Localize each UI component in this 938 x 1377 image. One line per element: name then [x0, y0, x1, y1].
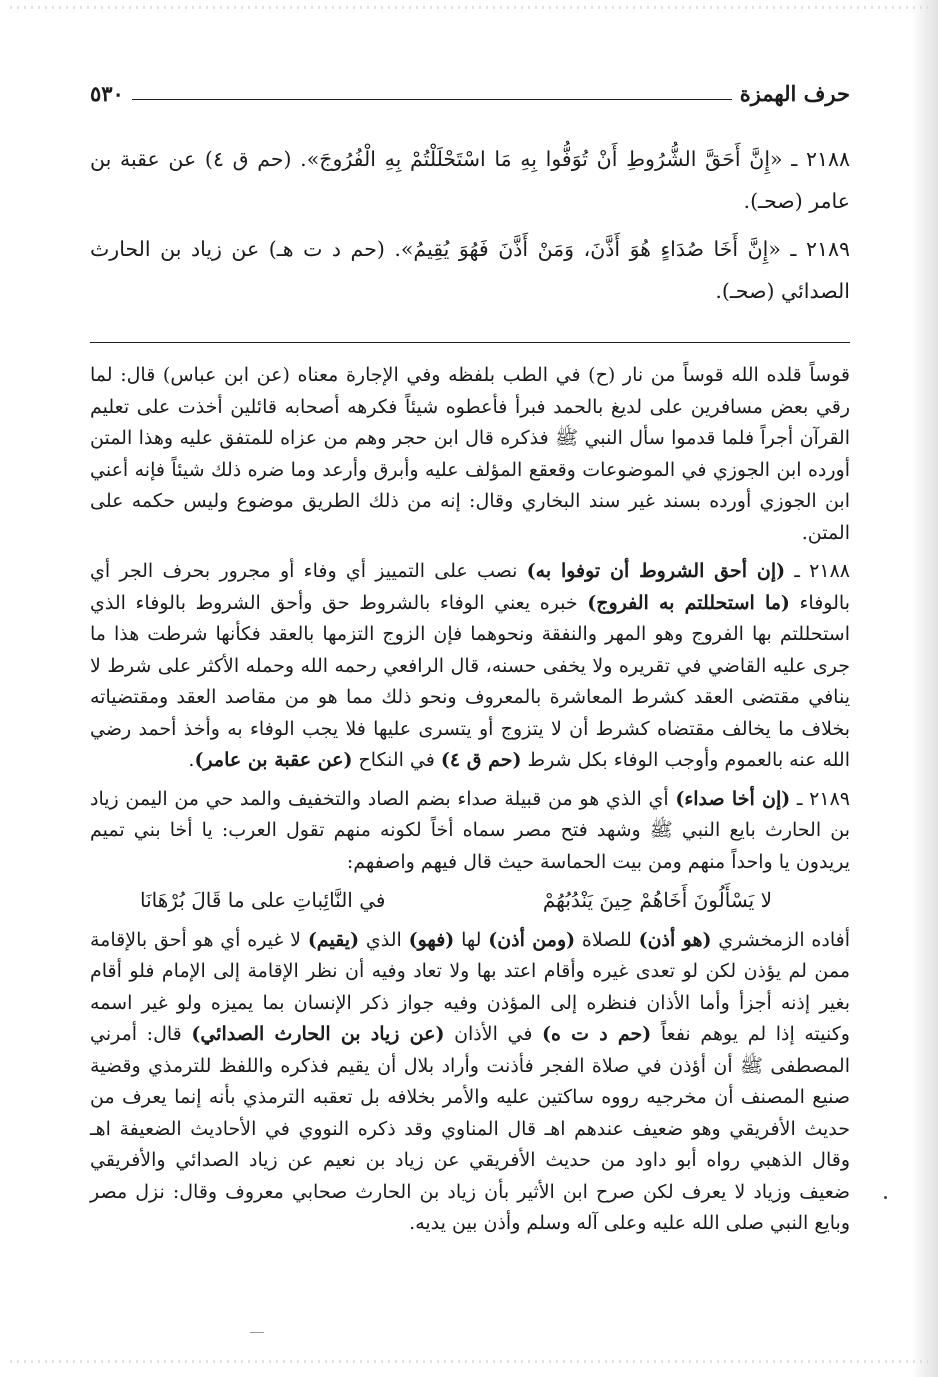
margin-mark [884, 1196, 887, 1199]
entry-number: ٢١٨٨ ـ [794, 560, 850, 582]
poem-hemistich-right: لا يَسْأَلُونَ أَخَاهُمْ حِينَ يَنْدُبُهُمْ [542, 888, 772, 912]
hadith-body: «إِنَّ أَخَا صُدَاءٍ هُوَ أَذَّنَ، وَمَنْ أَذَّنَ فَهُوَ يُقِيمُ». (حم د ت هـ) عن زياد بن الحارث الصدائي (صحـ). [90, 237, 850, 303]
explanation: لها [461, 928, 482, 951]
lemma: (هو أذن) [638, 928, 712, 951]
commentary-paragraph-2189 [90, 784, 850, 879]
lemma: (إن أخا صداء) [675, 787, 791, 810]
page-header [90, 78, 850, 106]
poem-verse [90, 885, 850, 917]
lemma: (ومن أذن) [488, 928, 576, 951]
explanation: في النكاح [358, 749, 435, 771]
poem-hemistich-left: في النَّائِباتِ على ما قَالَ بُرْهَانَا [140, 888, 386, 912]
lemma: (إن أحق الشروط أن توفوا به) [526, 560, 786, 582]
bottom-mark [250, 1332, 264, 1333]
scan-noise-top [10, 6, 928, 9]
commentary-paragraph-2188 [90, 556, 850, 777]
lemma: (يقيم) [307, 928, 360, 951]
source-code: (حم ق ٤) [440, 749, 522, 771]
hadith-text [90, 138, 850, 318]
hadith-body: «إِنَّ أَحَقَّ الشُّرُوطِ أَنْ تُوَفُّوا بِهِ مَا اسْتَحْلَلْتُمْ بِهِ الْفُرُوجَ». (حم ق ٤) عن عقبة بن عامر (صحـ). [90, 147, 850, 213]
explanation: للصلاة [581, 928, 632, 951]
narrator: (عن زياد بن الحارث الصدائي) [191, 1023, 445, 1045]
explanation: الذي [365, 928, 402, 951]
header-rule [132, 99, 732, 100]
lemma: (ما استحللتم به الفروج) [587, 591, 790, 614]
page-number: ٥٣٠ [90, 81, 124, 106]
punctuation: . [188, 749, 195, 771]
commentary-text [90, 360, 850, 1247]
explanation: في الأذان [454, 1023, 533, 1045]
hadith-number: ٢١٨٩ [805, 237, 850, 261]
scan-edge [912, 0, 938, 1377]
entry-number: ٢١٨٩ ـ [796, 787, 850, 810]
hadith-2189: ٢١٨٩ ـ «إِنَّ أَخَا صُدَاءٍ هُوَ أَذَّنَ، وَمَنْ أَذَّنَ فَهُوَ يُقِيمُ». (حم د ت هـ) عن زياد بن الحارث الصدائي (صحـ). [90, 237, 850, 303]
explanation: أفاده الزمخشري [718, 928, 850, 951]
lemma: (فهو) [408, 928, 455, 951]
explanation: نصب على التمييز أي وفاء أو مجرور بحرف الجر أي بالوفاء [90, 560, 850, 614]
explanation: لا غيره أي هو أحق بالإقامة ممن لم يؤذن لكن لو تعدى غيره وأقام اعتد بها ولا تعاد وفيه أن نظر الإقامة إلى الإمام فلو أقام بغير إذنه أجزأ وأما الأذان فنظره إلى المؤذن وفيه جواز ذكر الإنسان بما يميزه ولو غير اسمه وكنيته إذا لم يوهم نفعاً [90, 928, 850, 1045]
explanation: خبره يعني الوفاء بالشروط حق وأحق الشروط بالوفاء الذي استحللتم بها الفروج وهو المهر والنفقة ونحوهما فإن الزوج التزمها بالعقد فكأنها شرطت هذا ما جرى عليه القاضي في تقريره ولا يخفى حسنه، قال الرافعي رحمه الله وحمله الأكثر على شرط لا ينافي مقتضى العقد كشرط المعاشرة بالمعروف ونحو ذلك مما هو من مقاصد العقد ومقتضياته بخلاف ما يخالف مقتضاه كشرط أن لا يتزوج أو يتسرى عليها فلا يجب الوفاء به وأخذ أحمد رضي الله عنه بالعموم وأوجب الوفاء بكل شرط [90, 591, 850, 771]
chapter-title: حرف الهمزة [739, 81, 850, 106]
source-code: (حم د ت ه) [542, 1023, 652, 1045]
narrator: (عن عقبة بن عامر) [194, 749, 353, 771]
explanation: قال: أمرني المصطفى ﷺ أن أؤذن في صلاة الفجر فأذنت وأراد بلال أن يقيم فذكره واللفظ للترمذي وقضية صنيع المصنف أن مخرجيه رووه ساكتين عليه والأمر بخلافه بل تعقبه الترمذي بأنه إنما يعرف من حديث الأفريقي وهو ضعيف عندهم اهـ قال المناوي وقد ذكره النووي في الأحاديث الضعيفة اهـ وقال الذهبي رواه أبو داود من حديث الأفريقي عن زياد بن نعيم عن زياد الصدائي والأفريقي ضعيف وزياد لا يعرف لكن صرح ابن الأثير بأن زياد بن الحارث صحابي معروف وقال: نزل مصر وبايع النبي صلى الله عليه وعلى آله وسلم وأذن بين يديه. [90, 1023, 850, 1234]
hadith-number: ٢١٨٨ [805, 147, 850, 171]
commentary-paragraph-2189-cont [90, 925, 850, 1240]
explanation: أي الذي هو من قبيلة صداء بضم الصاد والتخفيف والمد حي من اليمن زياد بن الحارث بايع النبي ﷺ وشهد فتح مصر سماه أخاً لكونه منهم تقول العرب: يا أخا بني تميم يريدون يا واحداً منهم ومن بيت الحماسة حيث قال فيهم واصفهم: [90, 787, 850, 873]
commentary-paragraph-1: قوساً قلده الله قوساً من نار (ح) في الطب بلفظه وفي الإجارة معناه (عن ابن عباس) قال: لما رقي بعض مسافرين على لديغ بالحمد فبرأ فأعطوه شيئاً فكرهه أصحابه قائلين أخذت على تعليم القرآن أجراً فلما قدموا سأل النبي ﷺ فذكره قال ابن حجر وهم من عزاه للمتفق عليه وهذا المتن أورده ابن الجوزي في الموضوعات وقعقع المؤلف عليه وأبرق وأرعد وما ضره ذلك شيئاً فإنه أعني ابن الجوزي أورده بسند غير سند البخاري وقال: إنه من ذلك الطريق موضوع وليس حكمه على المتن. [90, 364, 850, 544]
hadith-2188: ٢١٨٨ ـ «إِنَّ أَحَقَّ الشُّرُوطِ أَنْ تُوَفُّوا بِهِ مَا اسْتَحْلَلْتُمْ بِهِ الْفُرُوجَ». (حم ق ٤) عن عقبة بن عامر (صحـ). [90, 147, 850, 213]
scan-noise-bottom [10, 1360, 928, 1363]
footnote-divider [90, 342, 850, 343]
